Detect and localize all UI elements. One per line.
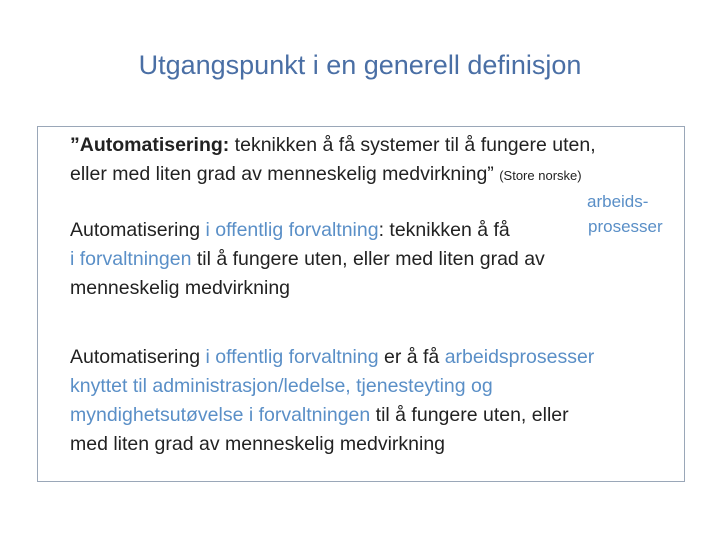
final-line-1-highlight-1: i offentlig forvaltning: [205, 346, 379, 368]
final-line-2: knyttet til administrasjon/ledelse, tjenesteyting og: [70, 375, 493, 397]
public-admin-line-1-pre: Automatisering: [70, 219, 206, 241]
public-admin-line-3: menneskelig medvirkning: [70, 277, 291, 299]
side-word-arbeids: arbeids-: [587, 192, 649, 211]
definition-term: ”Automatisering:: [70, 134, 230, 156]
public-admin-line-2-highlight: i forvaltningen: [70, 248, 192, 270]
public-admin-line-1-highlight: i offentlig forvaltning: [205, 219, 379, 241]
side-word-prosesser: prosesser: [588, 217, 663, 236]
public-admin-line-1: [70, 216, 510, 245]
definition-line-1: [70, 131, 596, 160]
definition-source: (Store norske): [499, 168, 582, 183]
final-line-1: [70, 343, 594, 372]
final-line-4: med liten grad av menneskelig medvirkning: [70, 433, 446, 455]
final-line-3-text: til å fungere uten, eller: [370, 404, 569, 426]
definition-line-2-text: eller med liten grad av menneskelig medvirkning”: [70, 163, 494, 185]
final-line-3-highlight: myndighetsutøvelse i forvaltningen: [70, 404, 371, 426]
final-line-1-highlight-2: arbeidsprosesser: [444, 346, 595, 368]
public-admin-line-2: [70, 245, 545, 274]
final-line-3: [70, 401, 569, 430]
slide-title: Utgangspunkt i en generell definisjon: [138, 50, 582, 80]
final-line-1-mid: er å få: [378, 346, 445, 368]
public-admin-line-2-text: til å fungere uten, eller med liten grad av: [191, 248, 545, 270]
final-line-1-pre: Automatisering: [70, 346, 206, 368]
definition-line-1-text: teknikken å få systemer til å fungere uten,: [229, 134, 596, 156]
definition-line-2: [70, 160, 582, 190]
public-admin-line-1-post: : teknikken å få: [378, 219, 510, 241]
